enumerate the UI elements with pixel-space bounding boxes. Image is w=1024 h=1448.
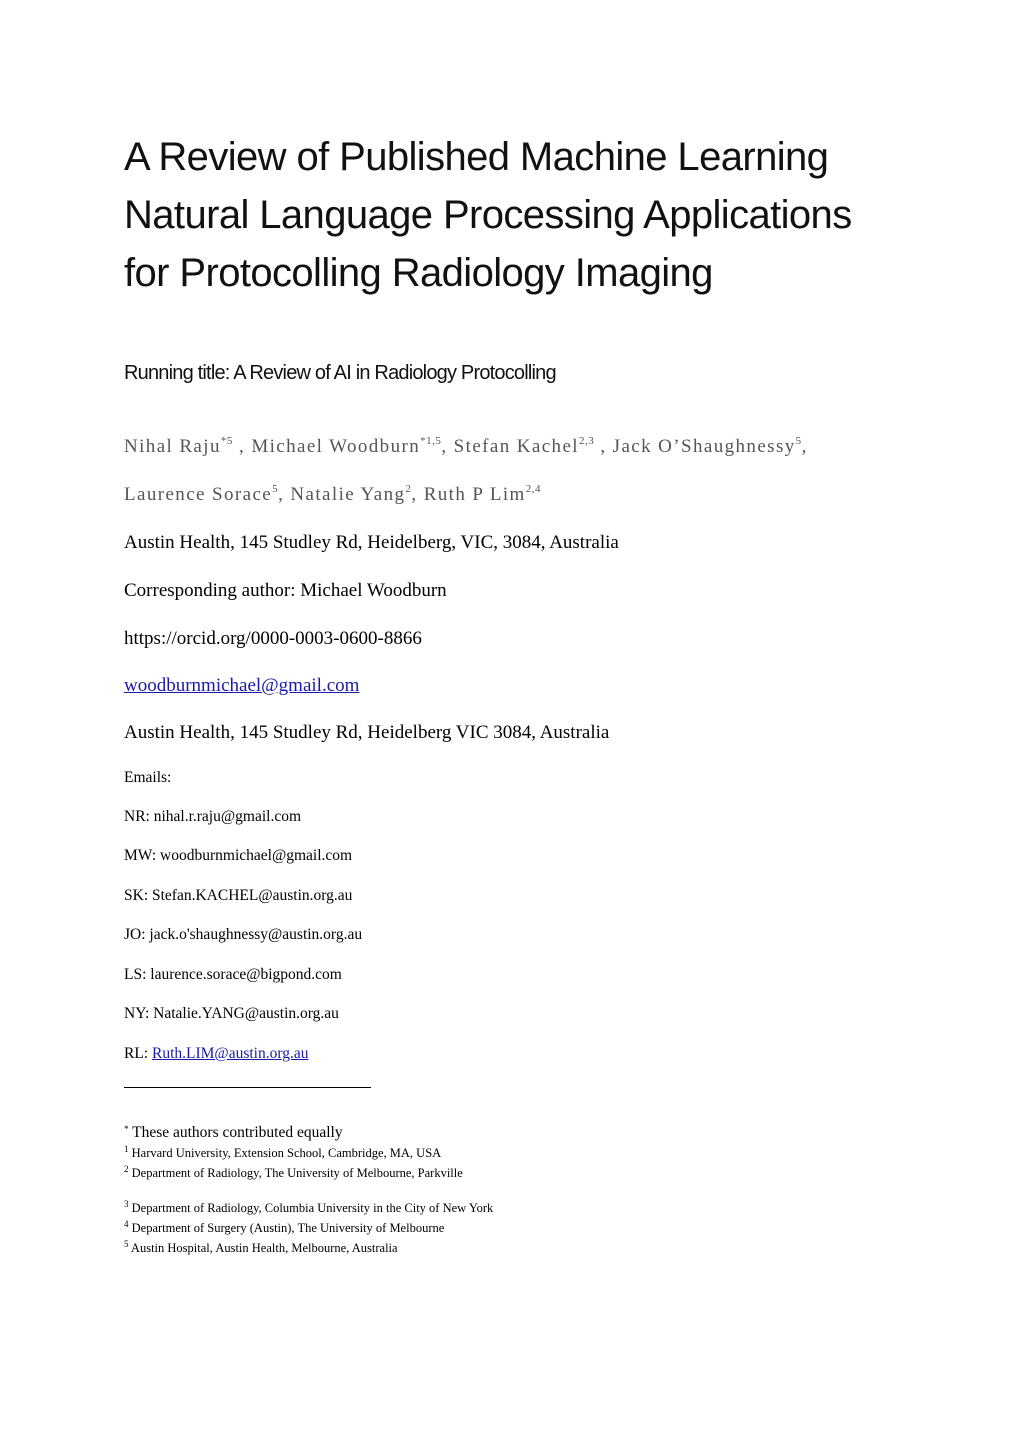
author-line-1 bbox=[124, 436, 808, 458]
footnote-text: Harvard University, Extension School, Cambridge, MA, USA bbox=[128, 1146, 442, 1160]
footnote-text: Austin Hospital, Austin Health, Melbourne, Australia bbox=[128, 1241, 398, 1255]
email-prefix: NR: bbox=[124, 808, 154, 825]
author-separator: , bbox=[411, 484, 424, 505]
author-name: Jack O’Shaughnessy bbox=[612, 436, 796, 457]
author-separator: , bbox=[232, 436, 252, 457]
email-address: jack.o'shaughnessy@austin.org.au bbox=[149, 926, 363, 943]
author-affiliation-mark: 2,3 bbox=[578, 435, 595, 447]
author-name: Laurence Sorace bbox=[124, 484, 273, 505]
footnote bbox=[124, 1241, 398, 1256]
author-separator: , bbox=[278, 484, 291, 505]
orcid-link: https://orcid.org/0000-0003-0600-8866 bbox=[124, 628, 422, 649]
footnote-mark: * bbox=[124, 1124, 129, 1134]
email-prefix: RL: bbox=[124, 1045, 152, 1062]
author-name: Michael Woodburn bbox=[251, 436, 421, 457]
email-entry bbox=[124, 808, 301, 826]
email-entry bbox=[124, 847, 352, 865]
affiliation-address-2: Austin Health, 145 Studley Rd, Heidelberg VIC 3084, Australia bbox=[124, 722, 610, 743]
email-entry bbox=[124, 1045, 309, 1063]
author-separator: , bbox=[801, 436, 808, 457]
email-entry bbox=[124, 926, 362, 944]
footnote bbox=[124, 1201, 493, 1216]
email-address: woodburnmichael@gmail.com bbox=[160, 847, 353, 864]
author-affiliation-mark: 5 bbox=[795, 435, 802, 447]
email-address: Natalie.YANG@austin.org.au bbox=[153, 1005, 339, 1022]
author-affiliation-mark: 2 bbox=[405, 483, 412, 495]
title-line: A Review of Published Machine Learning bbox=[124, 135, 829, 179]
author-name: Ruth P Lim bbox=[423, 484, 526, 505]
email-address-link[interactable]: Ruth.LIM@austin.org.au bbox=[152, 1045, 309, 1062]
author-affiliation-mark: 2,4 bbox=[525, 483, 541, 495]
footnote-mark: 5 bbox=[124, 1239, 129, 1249]
email-entry bbox=[124, 887, 352, 905]
running-title: Running title: A Review of AI in Radiology Protocolling bbox=[124, 362, 556, 384]
footnote-text: Department of Surgery (Austin), The University of Melbourne bbox=[128, 1221, 445, 1235]
footnote-mark: 1 bbox=[124, 1144, 129, 1154]
email-address: nihal.r.raju@gmail.com bbox=[153, 808, 301, 825]
footnote-equal-contribution bbox=[124, 1124, 343, 1142]
author-affiliation-mark: *5 bbox=[220, 435, 233, 447]
author-separator: , bbox=[441, 436, 454, 457]
footnote bbox=[124, 1146, 441, 1161]
paper-title bbox=[124, 128, 852, 302]
footnote bbox=[124, 1166, 463, 1181]
affiliation-address: Austin Health, 145 Studley Rd, Heidelberg, VIC, 3084, Australia bbox=[124, 532, 619, 553]
author-name: Natalie Yang bbox=[290, 484, 406, 505]
email-prefix: SK: bbox=[124, 887, 152, 904]
email-address: Stefan.KACHEL@austin.org.au bbox=[152, 887, 353, 904]
email-prefix: MW: bbox=[124, 847, 161, 864]
title-line: for Protocolling Radiology Imaging bbox=[124, 251, 713, 295]
email-entry bbox=[124, 1005, 339, 1023]
author-separator: , bbox=[594, 436, 613, 457]
title-line: Natural Language Processing Applications bbox=[124, 193, 852, 237]
corresponding-email-link[interactable]: woodburnmichael@gmail.com bbox=[124, 675, 360, 696]
email-prefix: LS: bbox=[124, 966, 151, 983]
footnote-mark: 2 bbox=[124, 1164, 129, 1174]
footnote-text: These authors contributed equally bbox=[128, 1124, 343, 1141]
footnote bbox=[124, 1221, 444, 1236]
corresponding-author: Corresponding author: Michael Woodburn bbox=[124, 580, 447, 601]
email-prefix: JO: bbox=[124, 926, 150, 943]
emails-heading: Emails: bbox=[124, 769, 172, 786]
author-line-2 bbox=[124, 484, 541, 506]
email-entry bbox=[124, 966, 342, 984]
author-affiliation-mark: *1,5 bbox=[420, 435, 442, 447]
footnote-text: Department of Radiology, The University of Melbourne, Parkville bbox=[128, 1166, 463, 1180]
author-name: Nihal Raju bbox=[124, 436, 221, 457]
author-name: Stefan Kachel bbox=[453, 436, 579, 457]
footnote-divider bbox=[124, 1087, 371, 1088]
footnote-mark: 3 bbox=[124, 1199, 129, 1209]
email-prefix: NY: bbox=[124, 1005, 154, 1022]
author-affiliation-mark: 5 bbox=[272, 483, 279, 495]
footnote-mark: 4 bbox=[124, 1219, 129, 1229]
email-address: laurence.sorace@bigpond.com bbox=[150, 966, 342, 983]
footnote-text: Department of Radiology, Columbia University in the City of New York bbox=[128, 1201, 494, 1215]
